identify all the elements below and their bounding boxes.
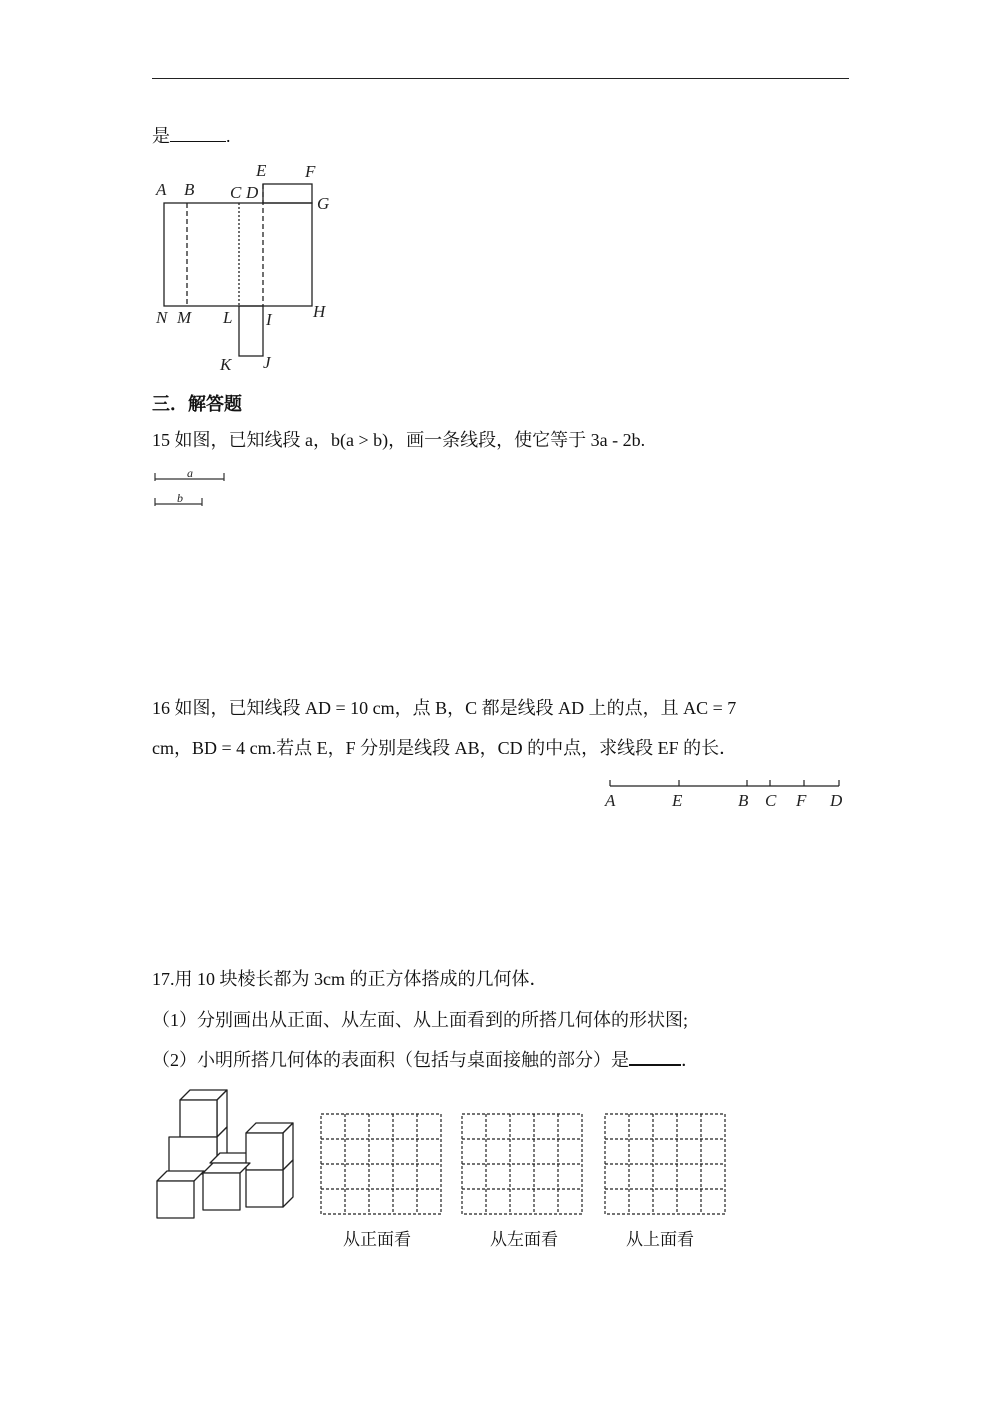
q17-part1: （1）分别画出从正面、从左面、从上面看到的所搭几何体的形状图; xyxy=(152,1010,688,1030)
caption-top: 从上面看 xyxy=(626,1230,694,1250)
label-B: B xyxy=(184,180,195,199)
label-G: G xyxy=(317,194,330,213)
q17-part2-text: （2）小明所搭几何体的表面积（包括与桌面接触的部分）是 xyxy=(152,1050,629,1070)
q15-text: 15 如图，已知线段 a，b(a > b)，画一条线段，使它等于 3a - 2b. xyxy=(152,430,646,450)
point-E: E xyxy=(672,791,683,810)
label-b: b xyxy=(177,491,183,505)
prev-question-text: 是 xyxy=(152,126,170,146)
q16-line1: 16 如图，已知线段 AD = 10 cm，点 B，C 都是线段 AD 上的点，且 AC = 7 xyxy=(152,698,737,718)
q17-part2-end: ． xyxy=(681,1050,699,1070)
section-heading: 三．解答题 xyxy=(152,394,242,415)
q17-title: 17.用 10 块棱长都为 3cm 的正方体搭成的几何体． xyxy=(152,969,548,989)
label-E: E xyxy=(256,161,267,180)
label-A: A xyxy=(156,180,167,199)
label-D: D xyxy=(246,183,259,202)
label-M: M xyxy=(177,308,192,327)
point-B: B xyxy=(738,791,749,810)
label-C: C xyxy=(230,183,242,202)
point-D: D xyxy=(830,791,843,810)
label-F: F xyxy=(305,162,316,181)
point-F: F xyxy=(796,791,807,810)
point-A: A xyxy=(605,791,616,810)
label-K: K xyxy=(220,355,232,374)
q16-line2: cm，BD = 4 cm.若点 E，F 分别是线段 AB，CD 的中点，求线段 EF 的长． xyxy=(152,738,738,758)
caption-front: 从正面看 xyxy=(343,1230,411,1250)
caption-left: 从左面看 xyxy=(490,1230,558,1250)
label-N: N xyxy=(156,308,168,327)
label-I: I xyxy=(266,310,272,329)
label-L: L xyxy=(223,308,233,327)
prev-question-end: . xyxy=(226,126,231,146)
label-a: a xyxy=(187,466,193,480)
label-H: H xyxy=(313,302,326,321)
label-J: J xyxy=(263,353,271,372)
point-C: C xyxy=(765,791,777,810)
